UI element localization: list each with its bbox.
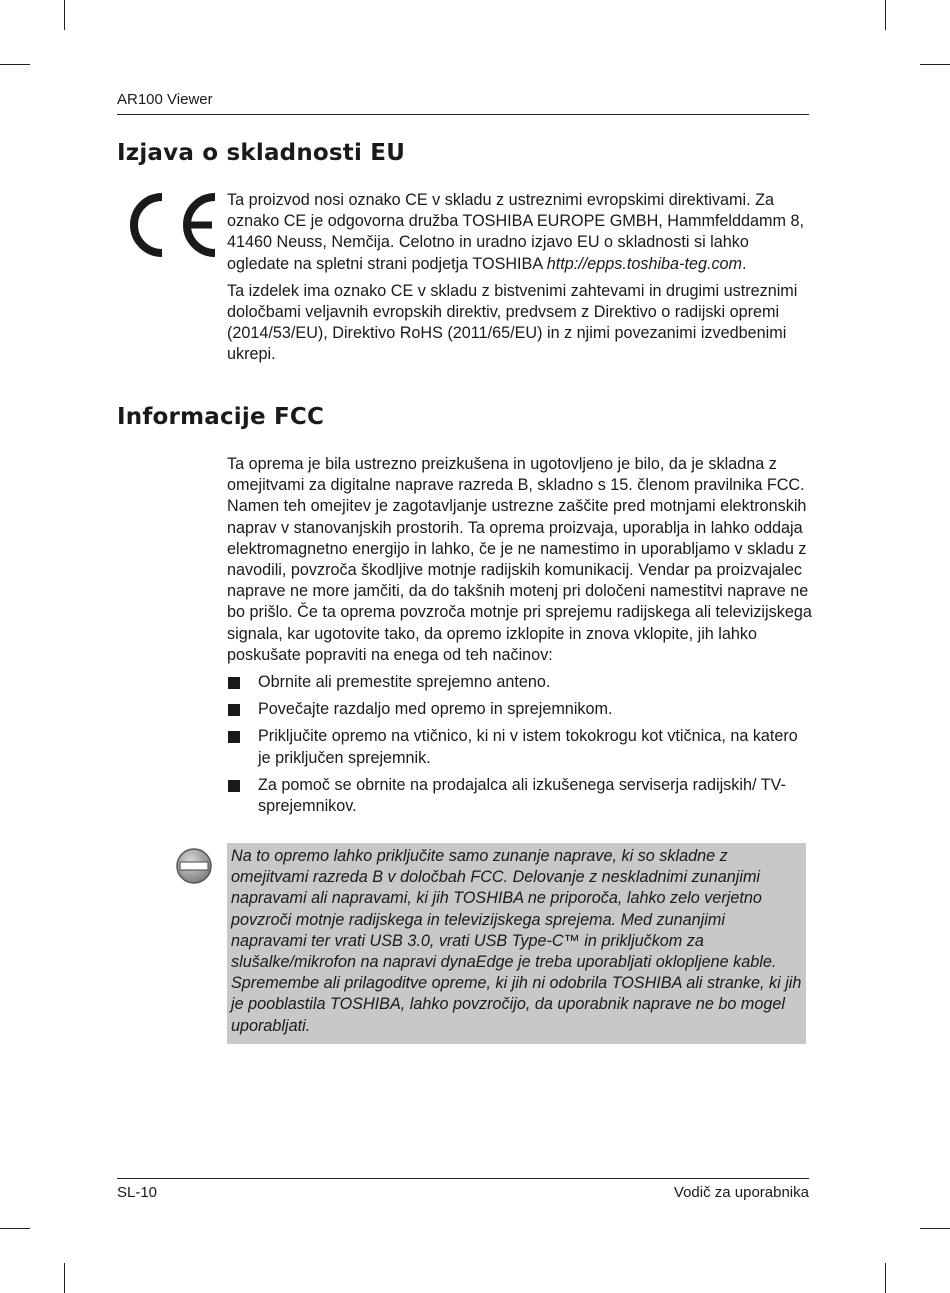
document-title: AR100 Viewer xyxy=(117,91,213,108)
crop-mark xyxy=(0,64,30,65)
crop-mark xyxy=(64,0,65,30)
list-item-text: Za pomoč se obrnite na prodajalca ali izkušenega serviserja radijskih/ TV-sprejemnikov. xyxy=(258,775,786,816)
bullet-square-icon xyxy=(228,677,240,689)
ce-mark-icon xyxy=(124,192,220,258)
crop-mark xyxy=(0,1228,30,1229)
crop-mark xyxy=(885,0,886,30)
list-item-text: Obrnite ali premestite sprejemno anteno. xyxy=(258,673,551,692)
eu-paragraph-1 xyxy=(227,190,812,275)
eu-declaration-text xyxy=(227,190,812,366)
running-header xyxy=(117,91,809,115)
no-entry-icon xyxy=(175,847,213,885)
bullet-square-icon xyxy=(228,780,240,792)
page-number: SL-10 xyxy=(117,1184,158,1201)
heading-eu-declaration: Izjava o skladnosti EU xyxy=(117,140,406,166)
fcc-text xyxy=(227,454,812,823)
bullet-square-icon xyxy=(228,704,240,716)
crop-mark xyxy=(920,1228,950,1229)
list-item-text: Povečajte razdaljo med opremo in sprejemnikom. xyxy=(258,700,613,719)
toshiba-url-link[interactable]: http://epps.toshiba-teg.com xyxy=(546,254,743,273)
list-item xyxy=(227,699,812,720)
running-footer xyxy=(117,1178,809,1202)
heading-fcc-information: Informacije FCC xyxy=(117,404,325,430)
bullet-square-icon xyxy=(228,731,240,743)
eu-paragraph-1-text: Ta proizvod nosi oznako CE v skladu z ustreznimi evropskimi direktivami. Za oznako CE je odgovorna družba TOSHIBA EUROPE GMBH, Hammfelddamm 8, 41460 Neuss, Nemčija. Celotno in uradno izjavo EU o skladnosti si lahko ogledate na spletni strani podjetja TOSHIBA xyxy=(227,191,804,273)
guide-title: Vodič za uporabnika xyxy=(673,1184,809,1201)
list-item-text: Priključite opremo na vtičnico, ki ni v istem tokokrogu kot vtičnica, na katero je priključen sprejemnik. xyxy=(258,727,798,767)
crop-mark xyxy=(885,1263,886,1293)
warning-note: Na to opremo lahko priključite samo zunanje naprave, ki so skladne z omejitvami razreda B v določbah FCC. Delovanje z neskladnimi zunanjimi napravami ali napravami, ki jih TOSHIBA ne priporoča, lahko zelo verjetno povzroči motnje radijskega in televizijskega sprejema. Med zunanjimi napravami ter vrati USB 3.0, vrati USB Type-C™ in priključkom za slušalke/mikrofon na napravi dynaEdge je treba uporabljati oklopljene kable. Spremembe ali prilagoditve opreme, ki jih ni odobrila TOSHIBA ali stranke, ki jih je pooblastila TOSHIBA, lahko povzročijo, da uporabnik naprave ne bo mogel uporabljati. xyxy=(227,843,806,1044)
crop-mark xyxy=(920,64,950,65)
list-item xyxy=(227,775,812,817)
fcc-remedy-list xyxy=(227,672,812,817)
url-suffix: . xyxy=(742,254,747,273)
fcc-paragraph: Ta oprema je bila ustrezno preizkušena in ugotovljeno je bilo, da je skladna z omejitvami za digitalne naprave razreda B, skladno s 15. členom pravilnika FCC. Namen teh omejitev je zagotavljanje ustrezne zaščite pred motnjami elektronskih naprav v stanovanjskih prostorih. Ta oprema proizvaja, uporablja in lahko oddaja elektromagnetno energijo in lahko, če je ne namestimo in uporabljamo v skladu z navodili, povzroča škodljive motnje radijskih komunikacij. Vendar pa proizvajalec naprave ne more jamčiti, da do takšnih motenj pri določeni namestitvi naprave ne bo prišlo. Če ta oprema povzroča motnje pri sprejemu radijskega ali televizijskega signala, kar ugotovite tako, da opremo izklopite in znova vklopite, jih lahko poskušate popraviti na enega od teh načinov: xyxy=(227,455,812,664)
crop-mark xyxy=(64,1263,65,1293)
list-item xyxy=(227,672,812,693)
list-item xyxy=(227,726,812,768)
eu-paragraph-2: Ta izdelek ima oznako CE v skladu z bistvenimi zahtevami in drugimi ustreznimi določbami veljavnih evropskih direktiv, predvsem z Direktivo o radijski opremi (2014/53/EU), Direktivo RoHS (2011/65/EU) in z njimi povezanimi izvedbenimi ukrepi. xyxy=(227,281,798,364)
